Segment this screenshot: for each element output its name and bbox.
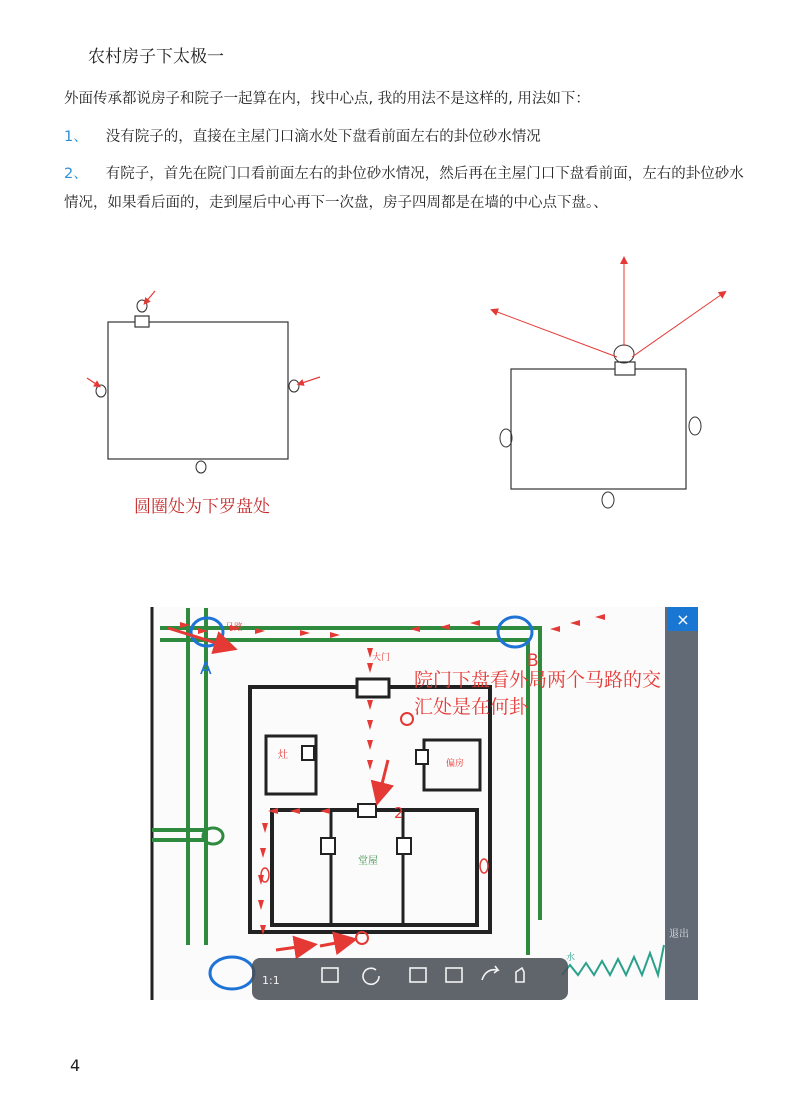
page-title: 农村房子下太极一	[88, 47, 224, 67]
intro-paragraph: 外面传承都说房子和院子一起算在内，找中心点, 我的用法不是这样的, 用法如下：	[64, 91, 590, 107]
label-water: 水	[566, 953, 576, 963]
arrow-front-left	[492, 310, 617, 357]
list-number-2: 2、	[64, 166, 88, 182]
arrow-front	[145, 291, 155, 303]
compass-circle-right	[289, 380, 299, 392]
compass-circle-left	[96, 385, 106, 397]
yard-photo-diagram	[150, 607, 698, 1000]
photo-side-panel	[665, 607, 698, 1000]
page-number: 4	[70, 1056, 81, 1075]
label-2: 2	[394, 804, 404, 822]
hall-door-left	[321, 838, 335, 854]
arrow-front-right	[632, 292, 725, 357]
hall-door-right	[397, 838, 411, 854]
label-gate: 大门	[372, 653, 391, 663]
diagram-caption: 圆圈处为下罗盘处	[134, 497, 270, 517]
compass-circle-left-2	[500, 429, 512, 447]
door-marker-2	[615, 362, 635, 375]
arrow-right	[299, 377, 320, 384]
photo-annotation: 院门下盘看外局两个马路的交汇处是在何卦	[414, 669, 662, 718]
compass-circle-back	[196, 461, 206, 473]
close-icon[interactable]: ×	[676, 610, 690, 629]
label-side-room: 偏房	[446, 759, 465, 769]
label-road: 马路	[225, 623, 244, 633]
list-text-1: 没有院子的，直接在主屋门口滴水处下盘看前面左右的卦位砂水情况	[105, 129, 541, 145]
stove-door	[302, 746, 314, 760]
hall-door	[358, 804, 376, 817]
label-a: A	[200, 659, 212, 679]
zoom-label[interactable]: 1:1	[262, 974, 280, 987]
door-marker	[135, 316, 149, 327]
list-number-1: 1、	[64, 129, 88, 145]
diagram-no-yard	[87, 291, 320, 473]
compass-circle-door	[614, 345, 634, 363]
arrow-left	[87, 378, 99, 386]
label-stove: 灶	[278, 750, 288, 761]
label-main-hall: 堂屋	[358, 856, 378, 867]
house-outline-2	[511, 369, 686, 489]
label-b: B	[527, 651, 539, 671]
side-room-door	[416, 750, 428, 764]
compass-circle-right-2	[689, 417, 701, 435]
side-label[interactable]: 退出	[669, 929, 689, 940]
house-outline	[108, 322, 288, 459]
compass-circle-back-2	[602, 492, 614, 508]
photo-background	[150, 607, 698, 1000]
gate-box	[357, 679, 389, 697]
diagram-view-directions	[492, 258, 725, 508]
list-text-2: 有院子，首先在院门口看前面左右的卦位砂水情况，然后再在主屋门口下盘看前面，左右的卦位砂水情况，如果看后面的，走到屋后中心再下一次盘，房子四周都是在墙的中心点下盘。、	[64, 166, 744, 211]
